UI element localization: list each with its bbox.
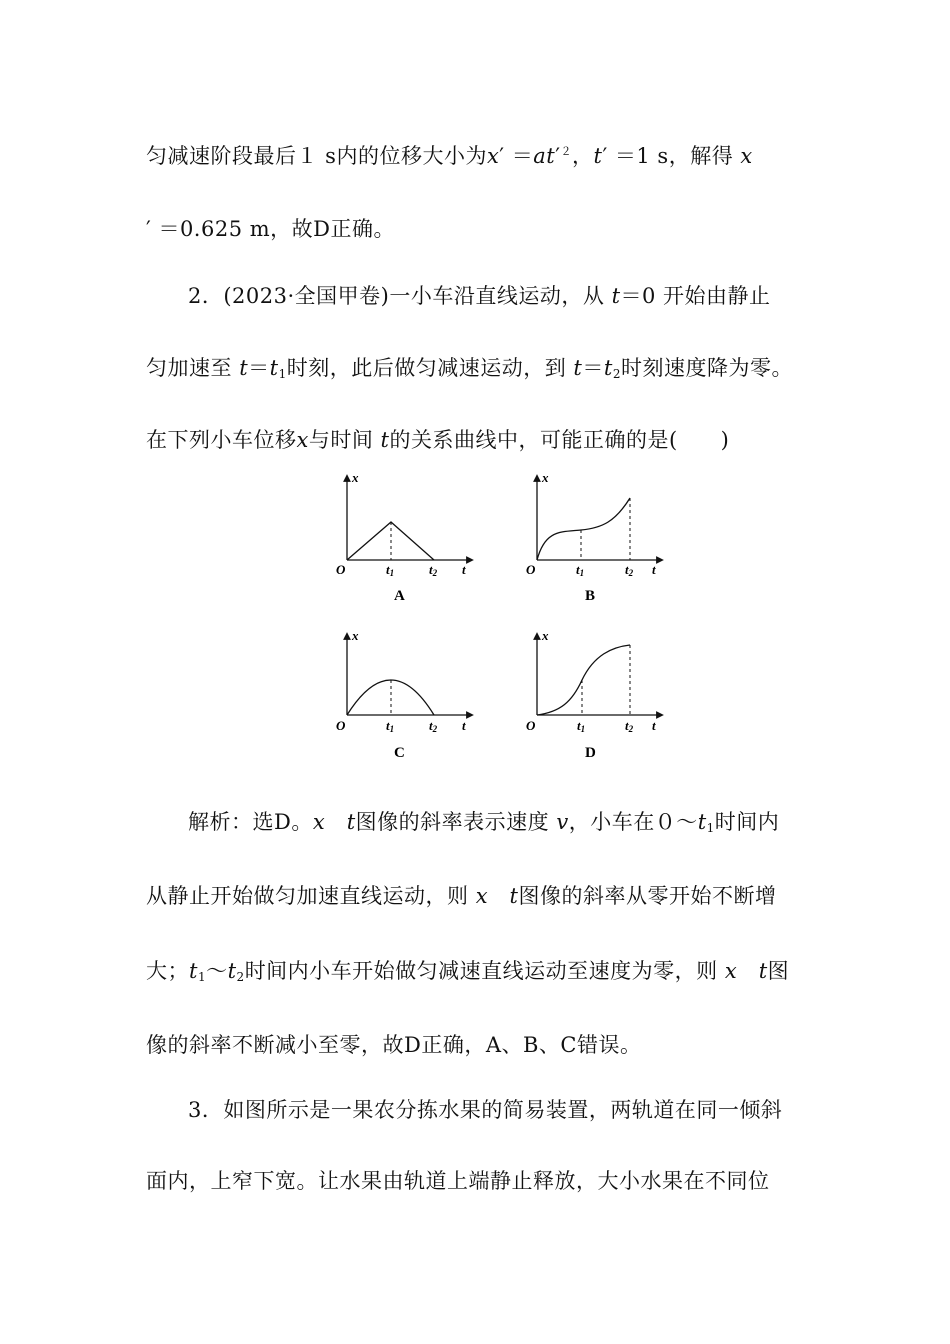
t2-label: t2: [429, 718, 438, 734]
text-segment: 2．(2023·全国甲卷)一小车沿直线运动，从: [188, 284, 605, 308]
text-segment: 图像的斜率表示速度: [355, 810, 550, 834]
var-t: t: [611, 284, 621, 308]
t1-label: t1: [577, 718, 586, 734]
x-axis-label: x: [542, 470, 549, 485]
var-t: t: [758, 959, 768, 983]
text-segment: 匀加速至: [146, 356, 232, 380]
graph-c: [330, 630, 480, 770]
var-t: t: [380, 428, 390, 452]
text-segment: 的关系曲线中，可能正确的是( ): [389, 428, 730, 452]
text-segment: ′ ＝: [499, 144, 534, 168]
text-segment: ，小车在０～: [568, 810, 698, 834]
analysis-line-2: [146, 880, 776, 910]
text-segment: [737, 959, 759, 983]
text-line-2: [146, 213, 395, 243]
text-segment: 与时间: [308, 428, 374, 452]
t-axis-label: t: [462, 562, 466, 577]
text-segment: 图像的斜率从零开始不断增: [518, 884, 777, 908]
text-segment: 在下列小车位移: [146, 428, 297, 452]
text-segment: 大；: [146, 959, 189, 983]
graph-a: [330, 470, 480, 610]
var-at: at: [533, 144, 556, 168]
text-segment: ～: [206, 959, 228, 983]
graph-caption: C: [394, 745, 405, 761]
var-x: x: [475, 884, 489, 908]
x-axis-label: x: [352, 470, 359, 485]
question-3-line-1: [188, 1094, 782, 1124]
t1-label: t1: [386, 562, 395, 578]
question-2-line-2: [146, 352, 793, 382]
text-segment: 图: [767, 959, 790, 983]
subscript: 2: [236, 970, 245, 984]
text-segment: ＝0 开始由静止: [620, 284, 771, 308]
var-t1: t: [697, 810, 707, 834]
text-segment: [488, 884, 510, 908]
graph-d: [520, 630, 670, 770]
var-x: x: [740, 144, 753, 168]
graph-b: [520, 470, 670, 610]
subscript: 2: [612, 367, 621, 381]
graph-caption: D: [585, 745, 596, 761]
graph-caption: A: [394, 588, 405, 604]
text-segment: [325, 810, 347, 834]
var-x: x: [296, 428, 309, 452]
curve-b: [537, 498, 630, 560]
text-segment: 时间内小车开始做匀减速直线运动至速度为零，则: [244, 959, 718, 983]
text-segment: ′: [555, 144, 561, 168]
t-axis-label: t: [462, 718, 466, 733]
question-3-line-2: [146, 1165, 770, 1195]
t2-label: t2: [625, 718, 634, 734]
origin-label: O: [336, 718, 346, 733]
analysis-line-3: [146, 955, 789, 985]
text-segment: 从静止开始做匀加速直线运动，则: [146, 884, 469, 908]
t2-label: t2: [625, 562, 634, 578]
graph-caption: B: [585, 588, 596, 604]
var-t: t: [239, 356, 249, 380]
origin-label: O: [526, 562, 536, 577]
var-t: t: [509, 884, 519, 908]
var-t2: t: [603, 356, 613, 380]
analysis-line-4: [146, 1029, 642, 1059]
subscript: 1: [278, 367, 287, 381]
text-segment: 像的斜率不断减小至零，故D正确，A、B、C错误。: [146, 1033, 642, 1057]
var-v: v: [556, 810, 569, 834]
var-x: x: [724, 959, 738, 983]
text-line-1: [146, 140, 753, 170]
text-segment: ，: [572, 144, 594, 168]
curve-c: [347, 680, 434, 715]
t2-label: t2: [429, 562, 438, 578]
var-t: t: [573, 356, 583, 380]
var-t1: t: [189, 959, 198, 983]
text-segment: 时间内: [714, 810, 780, 834]
subscript: 1: [197, 970, 207, 984]
question-2-line-1: [188, 280, 771, 310]
superscript: ２: [560, 145, 572, 158]
text-segment: 解析：选D。: [188, 810, 313, 834]
subscript: 1: [706, 821, 715, 835]
text-segment: 匀减速阶段最后１ s内的位移大小为: [146, 144, 487, 168]
var-x: x: [486, 144, 500, 168]
text-segment: ′ ＝1 s，解得: [602, 144, 734, 168]
text-segment: ＝: [582, 356, 604, 380]
curve-d: [537, 645, 630, 715]
var-t1: t: [269, 356, 279, 380]
text-segment: 时刻速度降为零。: [620, 356, 793, 380]
text-segment: 面内，上窄下宽。让水果由轨道上端静止释放，大小水果在不同位: [146, 1169, 770, 1193]
var-t2: t: [227, 959, 237, 983]
origin-label: O: [336, 562, 346, 577]
t1-label: t1: [386, 718, 395, 734]
t-axis-label: t: [652, 562, 656, 577]
var-t: t: [593, 144, 603, 168]
origin-label: O: [526, 718, 536, 733]
x-axis-label: x: [542, 630, 549, 643]
var-t: t: [346, 810, 356, 834]
text-segment: ＝: [248, 356, 270, 380]
x-axis-label: x: [352, 630, 359, 643]
text-segment: 时刻，此后做匀减速运动，到: [286, 356, 567, 380]
analysis-line-1: [188, 806, 779, 836]
t-axis-label: t: [652, 718, 656, 733]
var-x: x: [312, 810, 326, 834]
question-2-line-3: [146, 424, 729, 454]
text-segment: 3．如图所示是一果农分拣水果的简易装置，两轨道在同一倾斜: [188, 1098, 783, 1122]
t1-label: t1: [576, 562, 585, 578]
text-segment: ′ ＝0.625 m，故D正确。: [146, 217, 395, 241]
